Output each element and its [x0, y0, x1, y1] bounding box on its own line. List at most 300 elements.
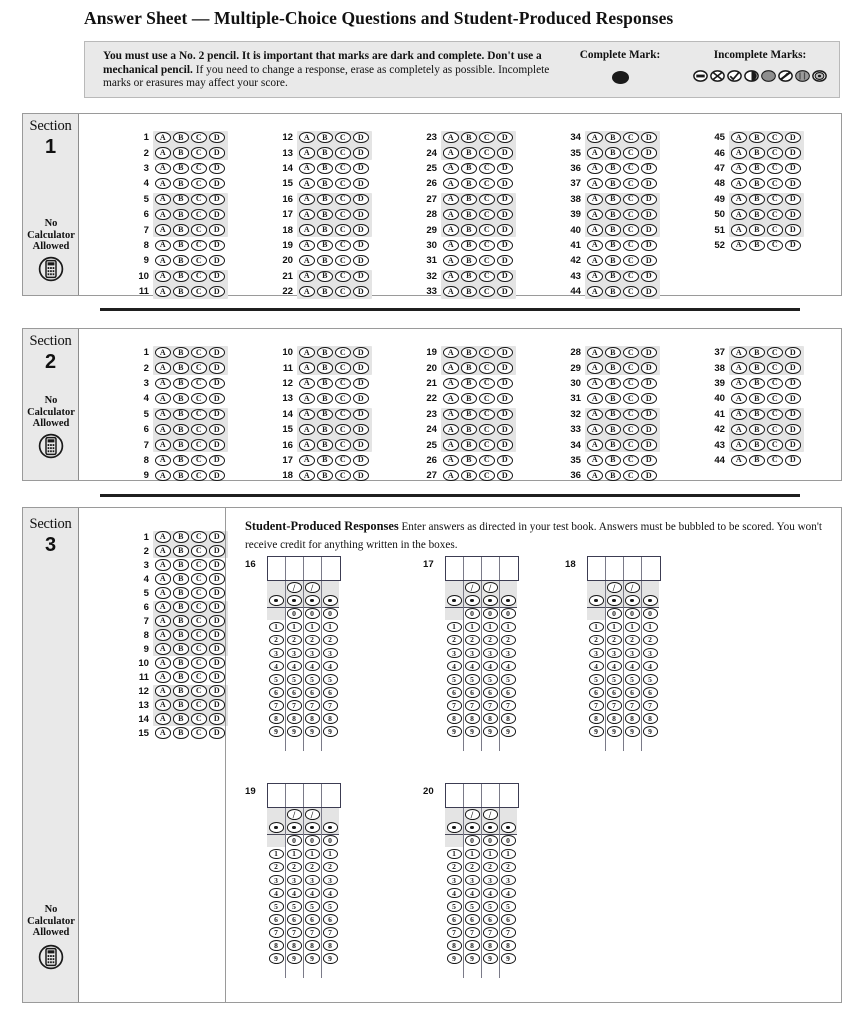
grid-bubble-18-c2-decimal[interactable] — [607, 595, 622, 606]
grid-bubble-20-c3-decimal[interactable] — [483, 822, 498, 833]
grid-bubble-20-c1-4[interactable]: 4 — [447, 888, 462, 899]
grid-bubble-20-c3-9[interactable]: 9 — [483, 953, 498, 964]
grid-bubble-16-c4-4[interactable]: 4 — [323, 661, 338, 672]
grid-bubble-18-c4-4[interactable]: 4 — [643, 661, 658, 672]
bubble-39-D[interactable]: D — [641, 209, 657, 220]
bubble-13-D[interactable]: D — [353, 393, 369, 404]
bubble-3-A[interactable]: A — [155, 559, 171, 570]
bubble-11-D[interactable]: D — [209, 286, 225, 297]
bubble-29-C[interactable]: C — [479, 224, 495, 235]
grid-bubble-16-c1-decimal[interactable] — [269, 595, 284, 606]
bubble-36-C[interactable]: C — [623, 163, 639, 174]
bubble-44-C[interactable]: C — [623, 286, 639, 297]
bubble-3-D[interactable]: D — [209, 163, 225, 174]
grid-bubble-16-c2-7[interactable]: 7 — [287, 700, 302, 711]
bubble-18-B[interactable]: B — [317, 224, 333, 235]
bubble-29-A[interactable]: A — [587, 362, 603, 373]
bubble-6-B[interactable]: B — [173, 601, 189, 612]
bubble-39-B[interactable]: B — [605, 209, 621, 220]
bubble-49-B[interactable]: B — [749, 194, 765, 205]
bubble-16-A[interactable]: A — [299, 194, 315, 205]
bubble-44-B[interactable]: B — [749, 455, 765, 466]
bubble-4-D[interactable]: D — [209, 178, 225, 189]
bubble-14-C[interactable]: C — [335, 409, 351, 420]
bubble-51-C[interactable]: C — [767, 224, 783, 235]
bubble-38-D[interactable]: D — [641, 194, 657, 205]
grid-bubble-16-c2-slash[interactable]: / — [287, 582, 302, 593]
bubble-14-A[interactable]: A — [299, 163, 315, 174]
grid-bubble-18-c4-2[interactable]: 2 — [643, 635, 658, 646]
bubble-19-D[interactable]: D — [497, 347, 513, 358]
grid-bubble-20-c3-2[interactable]: 2 — [483, 862, 498, 873]
bubble-3-C[interactable]: C — [191, 163, 207, 174]
bubble-44-B[interactable]: B — [605, 286, 621, 297]
bubble-11-A[interactable]: A — [155, 286, 171, 297]
bubble-8-B[interactable]: B — [173, 240, 189, 251]
bubble-7-C[interactable]: C — [191, 439, 207, 450]
bubble-16-D[interactable]: D — [353, 439, 369, 450]
bubble-18-B[interactable]: B — [317, 470, 333, 481]
grid-bubble-18-c2-6[interactable]: 6 — [607, 687, 622, 698]
bubble-52-A[interactable]: A — [731, 240, 747, 251]
bubble-21-D[interactable]: D — [353, 271, 369, 282]
bubble-2-D[interactable]: D — [209, 147, 225, 158]
grid-bubble-20-c1-3[interactable]: 3 — [447, 875, 462, 886]
grid-bubble-19-c3-6[interactable]: 6 — [305, 914, 320, 925]
bubble-5-C[interactable]: C — [191, 194, 207, 205]
grid-bubble-17-c4-5[interactable]: 5 — [501, 674, 516, 685]
bubble-20-C[interactable]: C — [479, 362, 495, 373]
bubble-40-D[interactable]: D — [785, 393, 801, 404]
grid-bubble-20-c1-decimal[interactable] — [447, 822, 462, 833]
bubble-7-B[interactable]: B — [173, 615, 189, 626]
write-box-col-2[interactable] — [464, 784, 482, 807]
bubble-12-A[interactable]: A — [299, 378, 315, 389]
bubble-4-B[interactable]: B — [173, 573, 189, 584]
bubble-25-A[interactable]: A — [443, 163, 459, 174]
bubble-38-C[interactable]: C — [767, 362, 783, 373]
grid-bubble-16-c1-5[interactable]: 5 — [269, 674, 284, 685]
bubble-50-C[interactable]: C — [767, 209, 783, 220]
bubble-19-B[interactable]: B — [461, 347, 477, 358]
grid-bubble-20-c3-1[interactable]: 1 — [483, 849, 498, 860]
bubble-5-A[interactable]: A — [155, 409, 171, 420]
bubble-46-B[interactable]: B — [749, 147, 765, 158]
bubble-21-A[interactable]: A — [299, 271, 315, 282]
bubble-42-A[interactable]: A — [587, 255, 603, 266]
grid-bubble-19-c1-9[interactable]: 9 — [269, 953, 284, 964]
grid-bubble-16-c3-0[interactable]: 0 — [305, 608, 320, 619]
grid-bubble-17-c2-3[interactable]: 3 — [465, 648, 480, 659]
grid-bubble-17-c3-9[interactable]: 9 — [483, 726, 498, 737]
bubble-17-C[interactable]: C — [335, 455, 351, 466]
bubble-12-D[interactable]: D — [209, 685, 225, 696]
grid-bubble-19-c3-8[interactable]: 8 — [305, 940, 320, 951]
bubble-34-C[interactable]: C — [623, 439, 639, 450]
bubble-21-B[interactable]: B — [317, 271, 333, 282]
grid-bubble-17-c4-9[interactable]: 9 — [501, 726, 516, 737]
grid-bubble-17-c3-decimal[interactable] — [483, 595, 498, 606]
bubble-15-B[interactable]: B — [173, 727, 189, 738]
bubble-12-D[interactable]: D — [353, 132, 369, 143]
bubble-21-C[interactable]: C — [479, 378, 495, 389]
bubble-24-D[interactable]: D — [497, 147, 513, 158]
grid-bubble-19-c3-2[interactable]: 2 — [305, 862, 320, 873]
bubble-6-B[interactable]: B — [173, 424, 189, 435]
grid-bubble-19-c2-7[interactable]: 7 — [287, 927, 302, 938]
bubble-11-D[interactable]: D — [353, 362, 369, 373]
grid-bubble-16-c3-6[interactable]: 6 — [305, 687, 320, 698]
bubble-20-A[interactable]: A — [443, 362, 459, 373]
grid-bubble-19-c4-6[interactable]: 6 — [323, 914, 338, 925]
grid-bubble-17-c1-8[interactable]: 8 — [447, 713, 462, 724]
bubble-44-A[interactable]: A — [587, 286, 603, 297]
bubble-15-D[interactable]: D — [353, 178, 369, 189]
bubble-18-A[interactable]: A — [299, 224, 315, 235]
bubble-38-C[interactable]: C — [623, 194, 639, 205]
grid-bubble-17-c3-2[interactable]: 2 — [483, 635, 498, 646]
bubble-29-C[interactable]: C — [623, 362, 639, 373]
bubble-52-B[interactable]: B — [749, 240, 765, 251]
bubble-6-A[interactable]: A — [155, 424, 171, 435]
grid-bubble-19-c2-0[interactable]: 0 — [287, 835, 302, 846]
bubble-13-B[interactable]: B — [173, 699, 189, 710]
bubble-12-B[interactable]: B — [317, 378, 333, 389]
bubble-41-A[interactable]: A — [587, 240, 603, 251]
grid-bubble-19-c3-0[interactable]: 0 — [305, 835, 320, 846]
bubble-26-A[interactable]: A — [443, 178, 459, 189]
bubble-48-B[interactable]: B — [749, 178, 765, 189]
grid-bubble-18-c4-6[interactable]: 6 — [643, 687, 658, 698]
grid-bubble-17-c3-5[interactable]: 5 — [483, 674, 498, 685]
bubble-39-A[interactable]: A — [731, 378, 747, 389]
bubble-38-D[interactable]: D — [785, 362, 801, 373]
bubble-10-B[interactable]: B — [317, 347, 333, 358]
grid-bubble-19-c2-2[interactable]: 2 — [287, 862, 302, 873]
bubble-24-A[interactable]: A — [443, 424, 459, 435]
grid-bubble-19-c4-7[interactable]: 7 — [323, 927, 338, 938]
bubble-23-B[interactable]: B — [461, 409, 477, 420]
grid-bubble-19-c3-decimal[interactable] — [305, 822, 320, 833]
grid-bubble-18-c2-3[interactable]: 3 — [607, 648, 622, 659]
bubble-37-A[interactable]: A — [731, 347, 747, 358]
bubble-32-D[interactable]: D — [641, 409, 657, 420]
bubble-42-B[interactable]: B — [605, 255, 621, 266]
grid-bubble-18-c3-8[interactable]: 8 — [625, 713, 640, 724]
grid-bubble-17-c1-2[interactable]: 2 — [447, 635, 462, 646]
grid-bubble-20-c2-3[interactable]: 3 — [465, 875, 480, 886]
write-box-col-2[interactable] — [286, 557, 304, 580]
bubble-28-B[interactable]: B — [605, 347, 621, 358]
bubble-25-B[interactable]: B — [461, 163, 477, 174]
bubble-10-A[interactable]: A — [155, 657, 171, 668]
grid-bubble-20-c4-1[interactable]: 1 — [501, 849, 516, 860]
bubble-26-A[interactable]: A — [443, 455, 459, 466]
bubble-5-D[interactable]: D — [209, 587, 225, 598]
bubble-23-C[interactable]: C — [479, 132, 495, 143]
bubble-45-A[interactable]: A — [731, 132, 747, 143]
grid-bubble-18-c1-2[interactable]: 2 — [589, 635, 604, 646]
bubble-22-C[interactable]: C — [479, 393, 495, 404]
bubble-3-A[interactable]: A — [155, 378, 171, 389]
bubble-3-B[interactable]: B — [173, 378, 189, 389]
grid-bubble-19-c4-2[interactable]: 2 — [323, 862, 338, 873]
bubble-28-A[interactable]: A — [587, 347, 603, 358]
bubble-48-C[interactable]: C — [767, 178, 783, 189]
bubble-40-D[interactable]: D — [641, 224, 657, 235]
grid-bubble-18-c2-1[interactable]: 1 — [607, 622, 622, 633]
grid-bubble-16-c2-5[interactable]: 5 — [287, 674, 302, 685]
bubble-47-B[interactable]: B — [749, 163, 765, 174]
bubble-6-A[interactable]: A — [155, 601, 171, 612]
bubble-1-C[interactable]: C — [191, 132, 207, 143]
bubble-5-B[interactable]: B — [173, 194, 189, 205]
grid-bubble-17-c3-1[interactable]: 1 — [483, 622, 498, 633]
bubble-50-A[interactable]: A — [731, 209, 747, 220]
grid-bubble-18-c3-6[interactable]: 6 — [625, 687, 640, 698]
grid-bubble-17-c4-1[interactable]: 1 — [501, 622, 516, 633]
bubble-13-A[interactable]: A — [299, 147, 315, 158]
grid-bubble-18-c4-7[interactable]: 7 — [643, 700, 658, 711]
bubble-7-C[interactable]: C — [191, 224, 207, 235]
grid-bubble-17-c1-1[interactable]: 1 — [447, 622, 462, 633]
grid-bubble-18-c3-4[interactable]: 4 — [625, 661, 640, 672]
bubble-42-B[interactable]: B — [749, 424, 765, 435]
bubble-6-C[interactable]: C — [191, 601, 207, 612]
bubble-12-C[interactable]: C — [191, 685, 207, 696]
bubble-7-C[interactable]: C — [191, 615, 207, 626]
bubble-46-D[interactable]: D — [785, 147, 801, 158]
bubble-31-D[interactable]: D — [641, 393, 657, 404]
grid-bubble-20-c4-decimal[interactable] — [501, 822, 516, 833]
bubble-45-D[interactable]: D — [785, 132, 801, 143]
write-box-col-1[interactable] — [268, 784, 286, 807]
bubble-9-D[interactable]: D — [209, 643, 225, 654]
bubble-41-A[interactable]: A — [731, 409, 747, 420]
bubble-7-B[interactable]: B — [173, 439, 189, 450]
grid-bubble-18-c2-9[interactable]: 9 — [607, 726, 622, 737]
bubble-5-B[interactable]: B — [173, 587, 189, 598]
bubble-2-C[interactable]: C — [191, 362, 207, 373]
grid-bubble-16-c1-8[interactable]: 8 — [269, 713, 284, 724]
bubble-27-C[interactable]: C — [479, 194, 495, 205]
bubble-20-D[interactable]: D — [497, 362, 513, 373]
bubble-8-D[interactable]: D — [209, 455, 225, 466]
bubble-2-B[interactable]: B — [173, 147, 189, 158]
bubble-15-C[interactable]: C — [191, 727, 207, 738]
bubble-32-A[interactable]: A — [443, 271, 459, 282]
grid-bubble-19-c2-1[interactable]: 1 — [287, 849, 302, 860]
bubble-17-A[interactable]: A — [299, 455, 315, 466]
bubble-48-D[interactable]: D — [785, 178, 801, 189]
bubble-37-B[interactable]: B — [605, 178, 621, 189]
grid-bubble-19-c2-slash[interactable]: / — [287, 809, 302, 820]
bubble-46-C[interactable]: C — [767, 147, 783, 158]
bubble-10-D[interactable]: D — [209, 657, 225, 668]
grid-bubble-16-c4-2[interactable]: 2 — [323, 635, 338, 646]
grid-bubble-20-c2-5[interactable]: 5 — [465, 901, 480, 912]
grid-bubble-18-c1-1[interactable]: 1 — [589, 622, 604, 633]
bubble-14-B[interactable]: B — [317, 409, 333, 420]
grid-bubble-19-c3-1[interactable]: 1 — [305, 849, 320, 860]
grid-bubble-17-c2-6[interactable]: 6 — [465, 687, 480, 698]
bubble-5-A[interactable]: A — [155, 194, 171, 205]
bubble-2-D[interactable]: D — [209, 545, 225, 556]
bubble-28-A[interactable]: A — [443, 209, 459, 220]
bubble-18-C[interactable]: C — [335, 470, 351, 481]
grid-bubble-17-c4-3[interactable]: 3 — [501, 648, 516, 659]
bubble-15-C[interactable]: C — [335, 178, 351, 189]
bubble-2-A[interactable]: A — [155, 147, 171, 158]
bubble-4-B[interactable]: B — [173, 178, 189, 189]
grid-bubble-19-c4-decimal[interactable] — [323, 822, 338, 833]
bubble-1-D[interactable]: D — [209, 132, 225, 143]
grid-bubble-17-c1-9[interactable]: 9 — [447, 726, 462, 737]
bubble-36-B[interactable]: B — [605, 470, 621, 481]
bubble-28-C[interactable]: C — [479, 209, 495, 220]
bubble-42-D[interactable]: D — [641, 255, 657, 266]
bubble-31-B[interactable]: B — [605, 393, 621, 404]
bubble-5-D[interactable]: D — [209, 409, 225, 420]
bubble-19-C[interactable]: C — [335, 240, 351, 251]
grid-bubble-17-c1-7[interactable]: 7 — [447, 700, 462, 711]
bubble-1-B[interactable]: B — [173, 347, 189, 358]
bubble-4-C[interactable]: C — [191, 573, 207, 584]
grid-bubble-19-c1-decimal[interactable] — [269, 822, 284, 833]
grid-bubble-19-c3-7[interactable]: 7 — [305, 927, 320, 938]
grid-bubble-20-c1-1[interactable]: 1 — [447, 849, 462, 860]
bubble-21-A[interactable]: A — [443, 378, 459, 389]
bubble-44-A[interactable]: A — [731, 455, 747, 466]
bubble-11-C[interactable]: C — [191, 286, 207, 297]
grid-bubble-16-c3-7[interactable]: 7 — [305, 700, 320, 711]
bubble-6-D[interactable]: D — [209, 601, 225, 612]
grid-bubble-16-c2-3[interactable]: 3 — [287, 648, 302, 659]
bubble-27-D[interactable]: D — [497, 470, 513, 481]
bubble-29-B[interactable]: B — [461, 224, 477, 235]
bubble-27-D[interactable]: D — [497, 194, 513, 205]
bubble-12-C[interactable]: C — [335, 132, 351, 143]
bubble-15-A[interactable]: A — [299, 424, 315, 435]
bubble-10-A[interactable]: A — [155, 271, 171, 282]
grid-in-write-boxes[interactable] — [445, 783, 519, 808]
bubble-14-B[interactable]: B — [317, 163, 333, 174]
bubble-50-D[interactable]: D — [785, 209, 801, 220]
bubble-35-D[interactable]: D — [641, 147, 657, 158]
grid-bubble-17-c3-6[interactable]: 6 — [483, 687, 498, 698]
bubble-9-D[interactable]: D — [209, 255, 225, 266]
grid-bubble-16-c4-decimal[interactable] — [323, 595, 338, 606]
grid-bubble-16-c2-4[interactable]: 4 — [287, 661, 302, 672]
grid-bubble-20-c2-9[interactable]: 9 — [465, 953, 480, 964]
bubble-40-C[interactable]: C — [767, 393, 783, 404]
grid-bubble-20-c4-6[interactable]: 6 — [501, 914, 516, 925]
grid-bubble-17-c3-3[interactable]: 3 — [483, 648, 498, 659]
bubble-23-D[interactable]: D — [497, 132, 513, 143]
bubble-13-C[interactable]: C — [335, 147, 351, 158]
bubble-50-B[interactable]: B — [749, 209, 765, 220]
bubble-39-C[interactable]: C — [623, 209, 639, 220]
bubble-3-A[interactable]: A — [155, 163, 171, 174]
bubble-13-D[interactable]: D — [353, 147, 369, 158]
grid-bubble-18-c3-1[interactable]: 1 — [625, 622, 640, 633]
bubble-3-D[interactable]: D — [209, 559, 225, 570]
bubble-28-C[interactable]: C — [623, 347, 639, 358]
bubble-15-A[interactable]: A — [299, 178, 315, 189]
grid-bubble-19-c1-2[interactable]: 2 — [269, 862, 284, 873]
bubble-23-B[interactable]: B — [461, 132, 477, 143]
bubble-8-D[interactable]: D — [209, 240, 225, 251]
grid-bubble-19-c3-5[interactable]: 5 — [305, 901, 320, 912]
bubble-7-D[interactable]: D — [209, 615, 225, 626]
grid-bubble-19-c1-6[interactable]: 6 — [269, 914, 284, 925]
bubble-46-A[interactable]: A — [731, 147, 747, 158]
grid-bubble-19-c2-6[interactable]: 6 — [287, 914, 302, 925]
grid-bubble-18-c1-7[interactable]: 7 — [589, 700, 604, 711]
bubble-37-D[interactable]: D — [641, 178, 657, 189]
grid-bubble-20-c2-7[interactable]: 7 — [465, 927, 480, 938]
grid-bubble-18-c1-decimal[interactable] — [589, 595, 604, 606]
bubble-19-C[interactable]: C — [479, 347, 495, 358]
bubble-12-D[interactable]: D — [353, 378, 369, 389]
bubble-3-B[interactable]: B — [173, 559, 189, 570]
bubble-11-A[interactable]: A — [299, 362, 315, 373]
bubble-26-D[interactable]: D — [497, 455, 513, 466]
grid-bubble-20-c3-3[interactable]: 3 — [483, 875, 498, 886]
bubble-17-D[interactable]: D — [353, 455, 369, 466]
bubble-16-B[interactable]: B — [317, 194, 333, 205]
bubble-37-C[interactable]: C — [623, 178, 639, 189]
grid-bubble-19-c2-3[interactable]: 3 — [287, 875, 302, 886]
grid-bubble-20-c4-7[interactable]: 7 — [501, 927, 516, 938]
write-box-col-3[interactable] — [624, 557, 642, 580]
bubble-43-A[interactable]: A — [587, 271, 603, 282]
bubble-32-B[interactable]: B — [461, 271, 477, 282]
grid-bubble-18-c3-2[interactable]: 2 — [625, 635, 640, 646]
bubble-37-D[interactable]: D — [785, 347, 801, 358]
bubble-25-D[interactable]: D — [497, 439, 513, 450]
bubble-15-A[interactable]: A — [155, 727, 171, 738]
bubble-25-C[interactable]: C — [479, 439, 495, 450]
grid-bubble-17-c2-decimal[interactable] — [465, 595, 480, 606]
bubble-42-C[interactable]: C — [623, 255, 639, 266]
bubble-35-B[interactable]: B — [605, 455, 621, 466]
grid-bubble-17-c3-8[interactable]: 8 — [483, 713, 498, 724]
bubble-21-C[interactable]: C — [335, 271, 351, 282]
grid-bubble-16-c1-2[interactable]: 2 — [269, 635, 284, 646]
bubble-32-B[interactable]: B — [605, 409, 621, 420]
bubble-16-C[interactable]: C — [335, 439, 351, 450]
bubble-9-A[interactable]: A — [155, 255, 171, 266]
grid-bubble-19-c2-8[interactable]: 8 — [287, 940, 302, 951]
bubble-25-B[interactable]: B — [461, 439, 477, 450]
bubble-31-D[interactable]: D — [497, 255, 513, 266]
grid-bubble-18-c4-9[interactable]: 9 — [643, 726, 658, 737]
bubble-49-C[interactable]: C — [767, 194, 783, 205]
bubble-22-A[interactable]: A — [443, 393, 459, 404]
bubble-5-D[interactable]: D — [209, 194, 225, 205]
bubble-27-B[interactable]: B — [461, 194, 477, 205]
grid-bubble-18-c3-slash[interactable]: / — [625, 582, 640, 593]
bubble-40-C[interactable]: C — [623, 224, 639, 235]
bubble-7-A[interactable]: A — [155, 224, 171, 235]
grid-bubble-20-c1-8[interactable]: 8 — [447, 940, 462, 951]
grid-bubble-17-c2-2[interactable]: 2 — [465, 635, 480, 646]
grid-bubble-18-c3-7[interactable]: 7 — [625, 700, 640, 711]
grid-bubble-19-c4-9[interactable]: 9 — [323, 953, 338, 964]
write-box-col-4[interactable] — [322, 557, 340, 580]
bubble-14-D[interactable]: D — [353, 409, 369, 420]
